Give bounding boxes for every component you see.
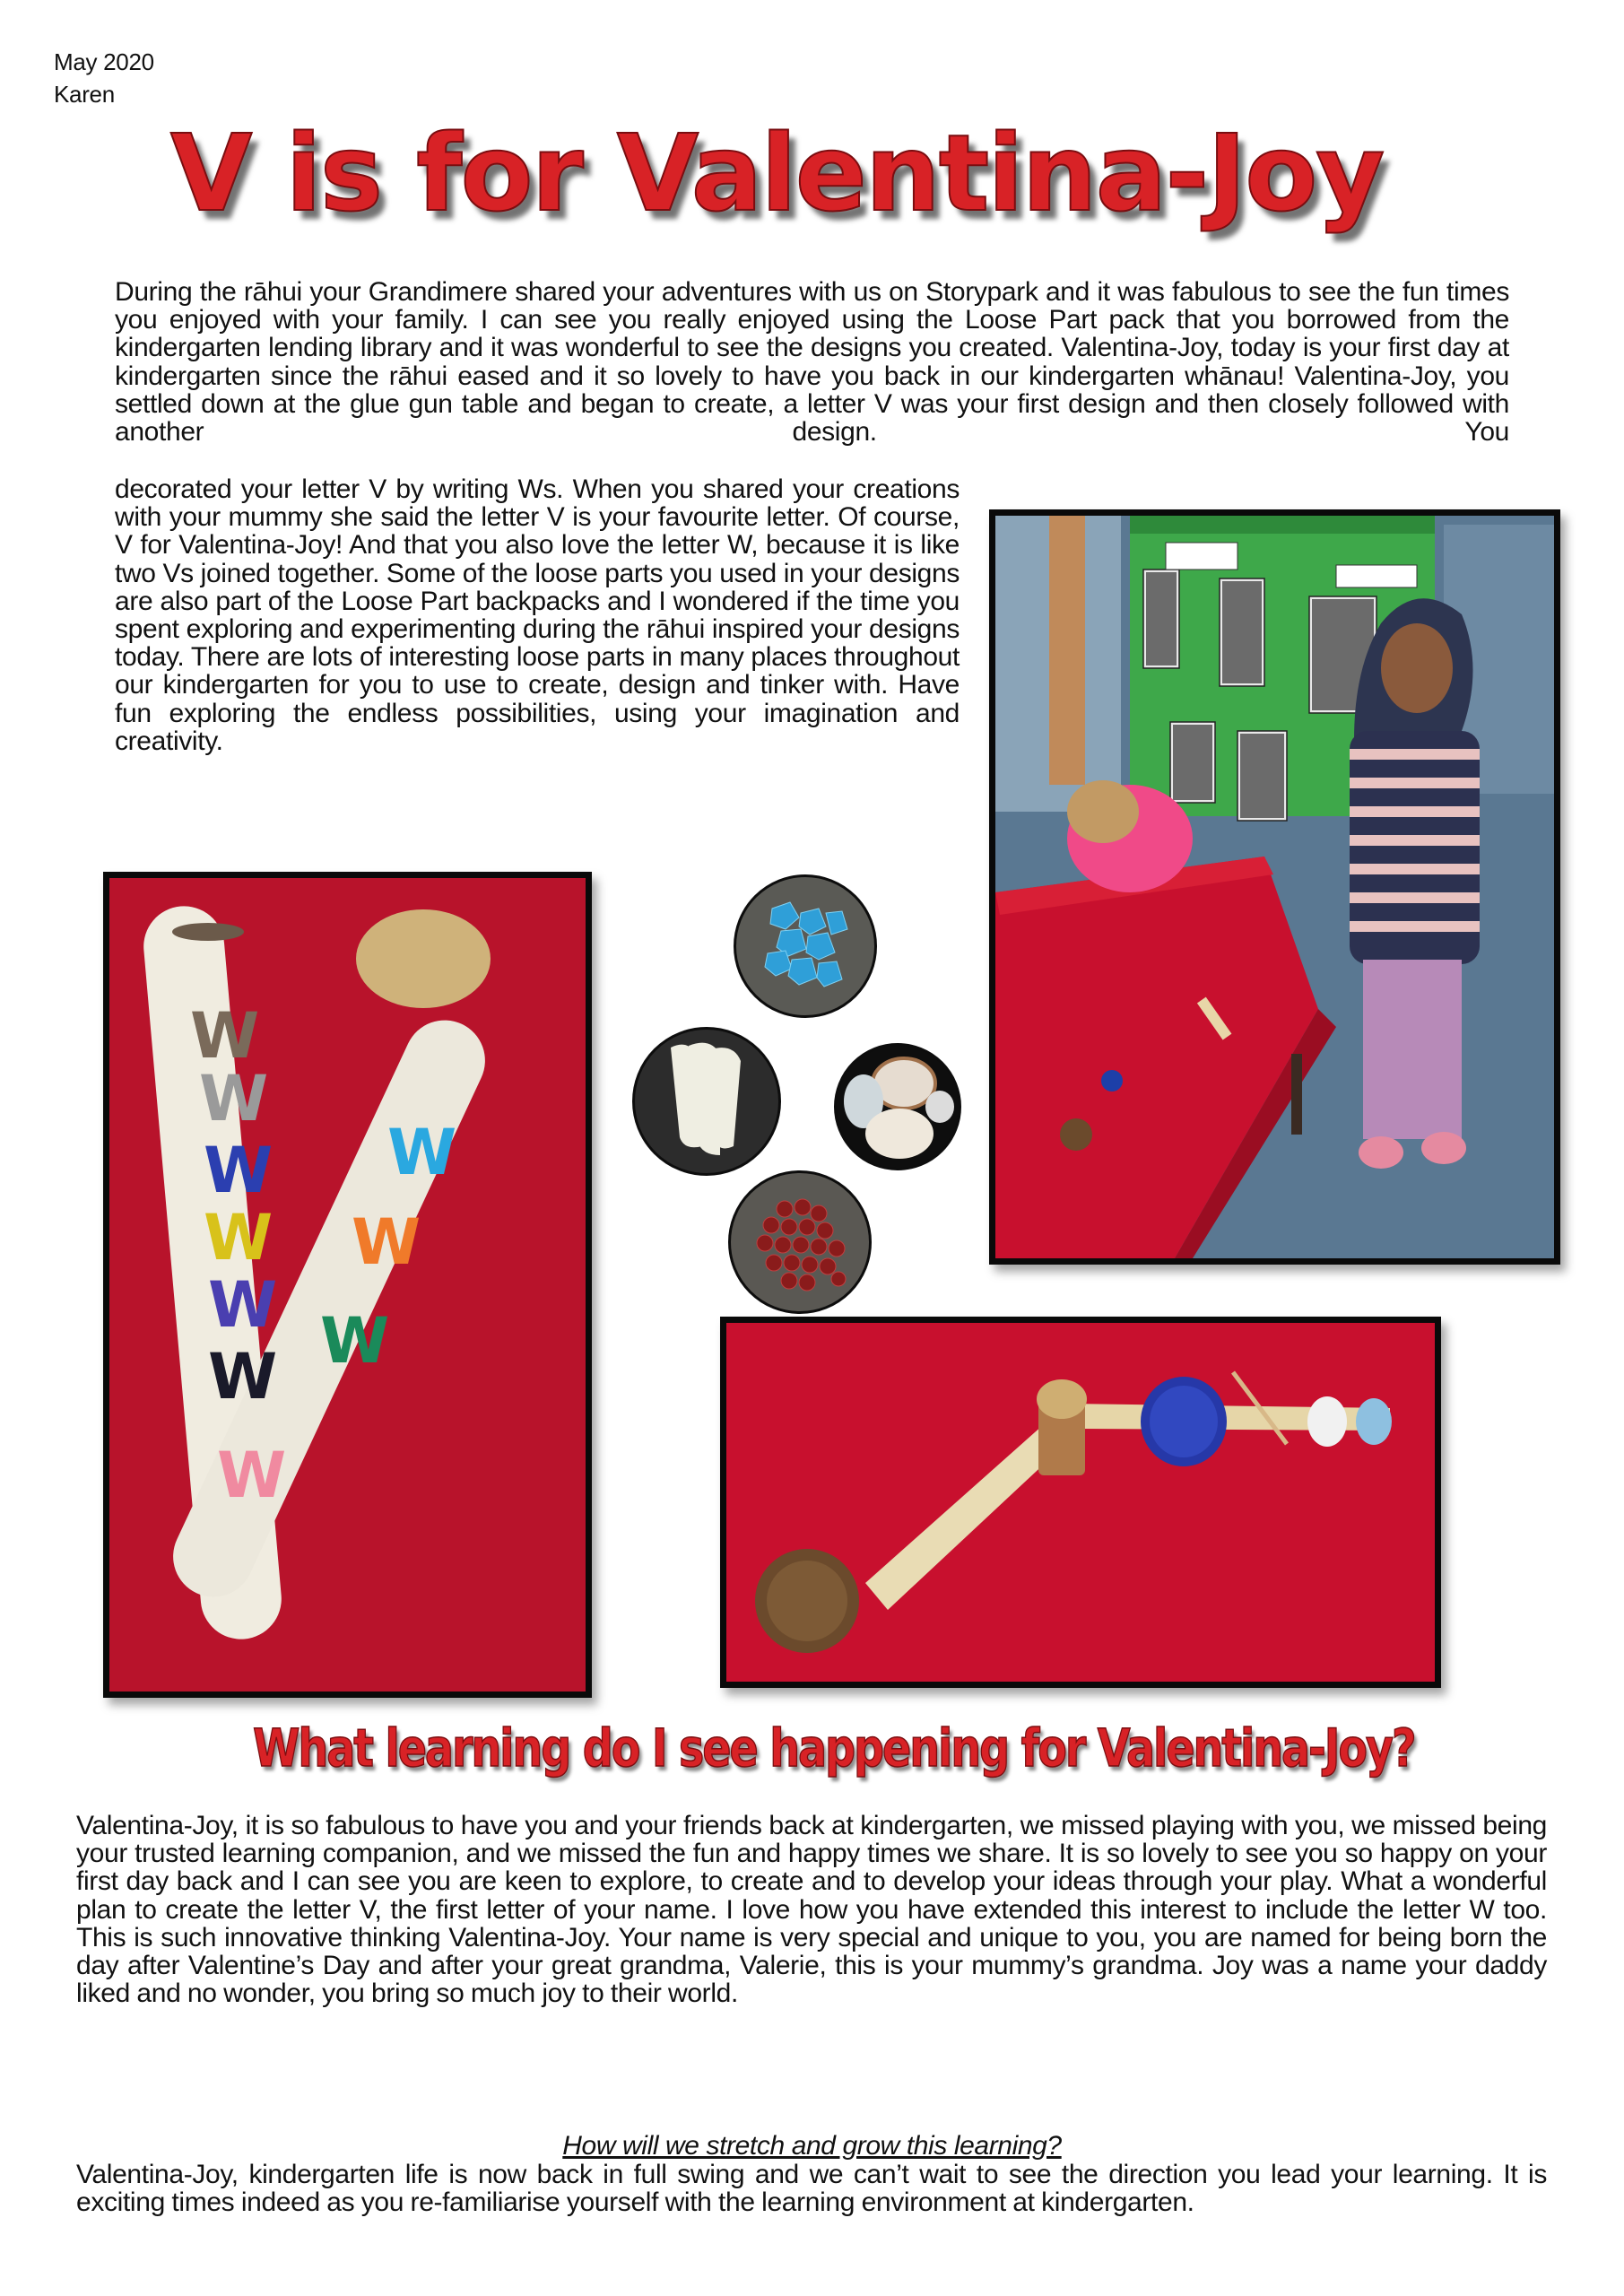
blue-gems-circle <box>734 874 877 1018</box>
story-column-text: decorated your letter V by writing Ws. When you shared your creations with your mummy she said the letter V is your favourite letter. Of course, V for Valentina-Joy! And that you also love the letter W, because it is like two Vs joined together. Some of the loose parts you used in your designs are also part of the Loose Part backpacks and I wondered if the time you spent exploring and experimenting during the rāhui inspired your designs today. There are lots of interesting loose parts in many places throughout our kindergarten for you to use to create, design and tinker with. Have fun exploring the endless possibilities, using your imagination and creativity. <box>115 474 960 756</box>
page-title: V is for Valentina-Joy <box>170 111 1384 235</box>
stretch-heading: How will we stretch and grow this learning? <box>562 2131 1062 2161</box>
classroom-photo-image <box>995 516 1554 1258</box>
story-column <box>115 475 960 755</box>
svg-text:W: W <box>217 1439 287 1512</box>
shells-icon <box>837 1046 959 1168</box>
blue-gems-icon <box>736 877 874 1015</box>
bent-stick-photo-image <box>726 1323 1435 1682</box>
story-author: Karen <box>54 81 115 108</box>
white-feathers-circle <box>632 1027 781 1176</box>
svg-text:W: W <box>320 1304 390 1378</box>
story-intro-text: During the rāhui your Grandimere shared your adventures with us on Storypark and it was fabulous to see the fun times you enjoyed with your family. I can see you really enjoyed using the Loose Part pack that you borrowed from the kindergarten lending library and it was wonderful to see the designs you created. Valentina-Joy, today is your first day at kindergarten since the rāhui eased and it so lovely to have you back in our kindergarten whānau! Valentina-Joy, you settled down at the glue gun table and began to create, a letter V was your first design and then closely followed with another design. You <box>115 278 1509 448</box>
v-craft-photo-image <box>109 878 586 1692</box>
svg-text:W: W <box>208 1340 278 1413</box>
white-feathers-icon <box>635 1030 778 1173</box>
v-craft-photo <box>103 872 592 1698</box>
stretch-paragraph: Valentina-Joy, kindergarten life is now back in full swing and we can’t wait to see the direction you lead your learning. It is exciting times indeed as you re-familiarise yourself with the learning environment at kindergarten. <box>76 2160 1547 2218</box>
red-beads-icon <box>731 1173 869 1311</box>
shells-circle <box>834 1043 961 1170</box>
svg-text:W: W <box>352 1205 421 1279</box>
svg-text:W: W <box>204 1201 274 1274</box>
learning-section <box>76 1812 1547 2007</box>
red-beads-circle <box>728 1170 872 1314</box>
svg-text:W: W <box>190 999 260 1073</box>
learning-heading: What learning do I see happening for Valentina-Joy? <box>253 1718 1415 1779</box>
story-intro <box>115 278 1509 474</box>
bent-stick-photo <box>720 1317 1441 1688</box>
svg-text:W: W <box>204 1134 274 1207</box>
classroom-photo <box>989 509 1560 1265</box>
stretch-section <box>76 2161 1547 2216</box>
svg-text:W: W <box>208 1268 278 1342</box>
svg-text:W: W <box>199 1062 269 1135</box>
svg-text:W: W <box>387 1116 457 1189</box>
learning-paragraph: Valentina-Joy, it is so fabulous to have you and your friends back at kindergarten, we missed playing with you, we missed being your trusted learning companion, and we missed the fun and happy times we share. It is so lovely to see you so happy on your first day back and I can see you are keen to explore, to create and to develop your ideas through your play. What a wonderful plan to create the letter V, the first letter of your name. I love how you have extended this interest to include the letter W too. This is such innovative thinking Valentina-Joy. Your name is very special and unique to you, you are named for being born the day after Valentine’s Day and after your great grandma, Valerie, this is your mummy’s grandma. Joy was a name your daddy liked and no wonder, you bring so much joy to their world. <box>76 1811 1547 2009</box>
story-date: May 2020 <box>54 48 154 75</box>
